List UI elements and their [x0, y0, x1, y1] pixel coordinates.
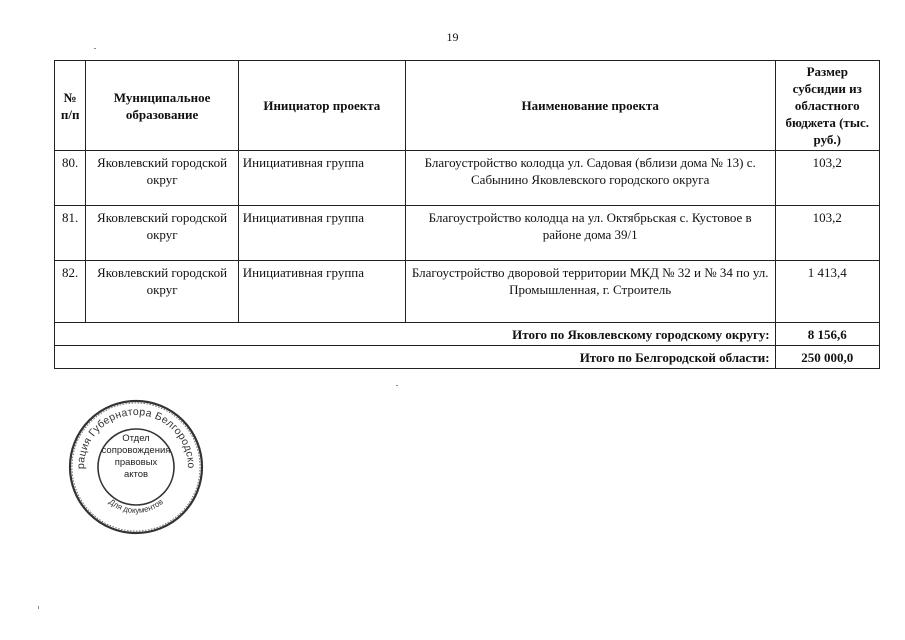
row-project: Благоустройство дворовой территории МКД № 32 и № 34 по ул. Промышленная, г. Строитель	[405, 261, 775, 323]
row-number: 82.	[55, 261, 86, 323]
row-project: Благоустройство колодца на ул. Октябрьская с. Кустовое в районе дома 39/1	[405, 206, 775, 261]
row-subsidy: 103,2	[775, 151, 879, 206]
header-municipality: Муниципальное образование	[86, 61, 238, 151]
total-row-region	[55, 346, 880, 369]
scan-speck	[396, 385, 398, 386]
total-label-region: Итого по Белгородской области:	[55, 346, 776, 369]
row-municipality: Яковлевский городской округ	[86, 261, 238, 323]
table-header-row	[55, 61, 880, 151]
header-num: № п/п	[55, 61, 86, 151]
row-initiator: Инициативная группа	[238, 261, 405, 323]
total-row-district	[55, 323, 880, 346]
row-number: 81.	[55, 206, 86, 261]
stamp-center-text	[101, 433, 171, 481]
total-label-district: Итого по Яковлевскому городскому округу:	[55, 323, 776, 346]
scan-speck	[38, 606, 39, 609]
row-subsidy: 103,2	[775, 206, 879, 261]
stamp-line: актов	[123, 469, 149, 480]
stamp-ring-text: рация Губернатора Белгородско	[74, 405, 198, 470]
official-stamp	[66, 397, 206, 537]
stamp-line: Отдел	[122, 433, 150, 444]
page-number: 19	[446, 30, 459, 44]
svg-text:Для документов	[107, 497, 165, 515]
row-municipality: Яковлевский городской округ	[86, 206, 238, 261]
stamp-line: сопровождения	[101, 445, 171, 456]
row-initiator: Инициативная группа	[238, 206, 405, 261]
row-initiator: Инициативная группа	[238, 151, 405, 206]
header-initiator: Инициатор проекта	[238, 61, 405, 151]
scan-speck	[94, 48, 96, 49]
header-project: Наименование проекта	[405, 61, 775, 151]
row-project: Благоустройство колодца ул. Садовая (вблизи дома № 13) с. Сабынино Яковлевского городского округа	[405, 151, 775, 206]
header-subsidy: Размер субсидии из областного бюджета (тыс. руб.)	[775, 61, 879, 151]
subsidy-table	[54, 60, 880, 369]
total-value-region: 250 000,0	[775, 346, 879, 369]
table-row	[55, 261, 880, 323]
stamp-line: правовых	[114, 457, 158, 468]
stamp-bottom-text: Для документов	[107, 497, 165, 516]
table-row	[55, 151, 880, 206]
row-number: 80.	[55, 151, 86, 206]
total-value-district: 8 156,6	[775, 323, 879, 346]
row-subsidy: 1 413,4	[775, 261, 879, 323]
table-row	[55, 206, 880, 261]
row-municipality: Яковлевский городской округ	[86, 151, 238, 206]
